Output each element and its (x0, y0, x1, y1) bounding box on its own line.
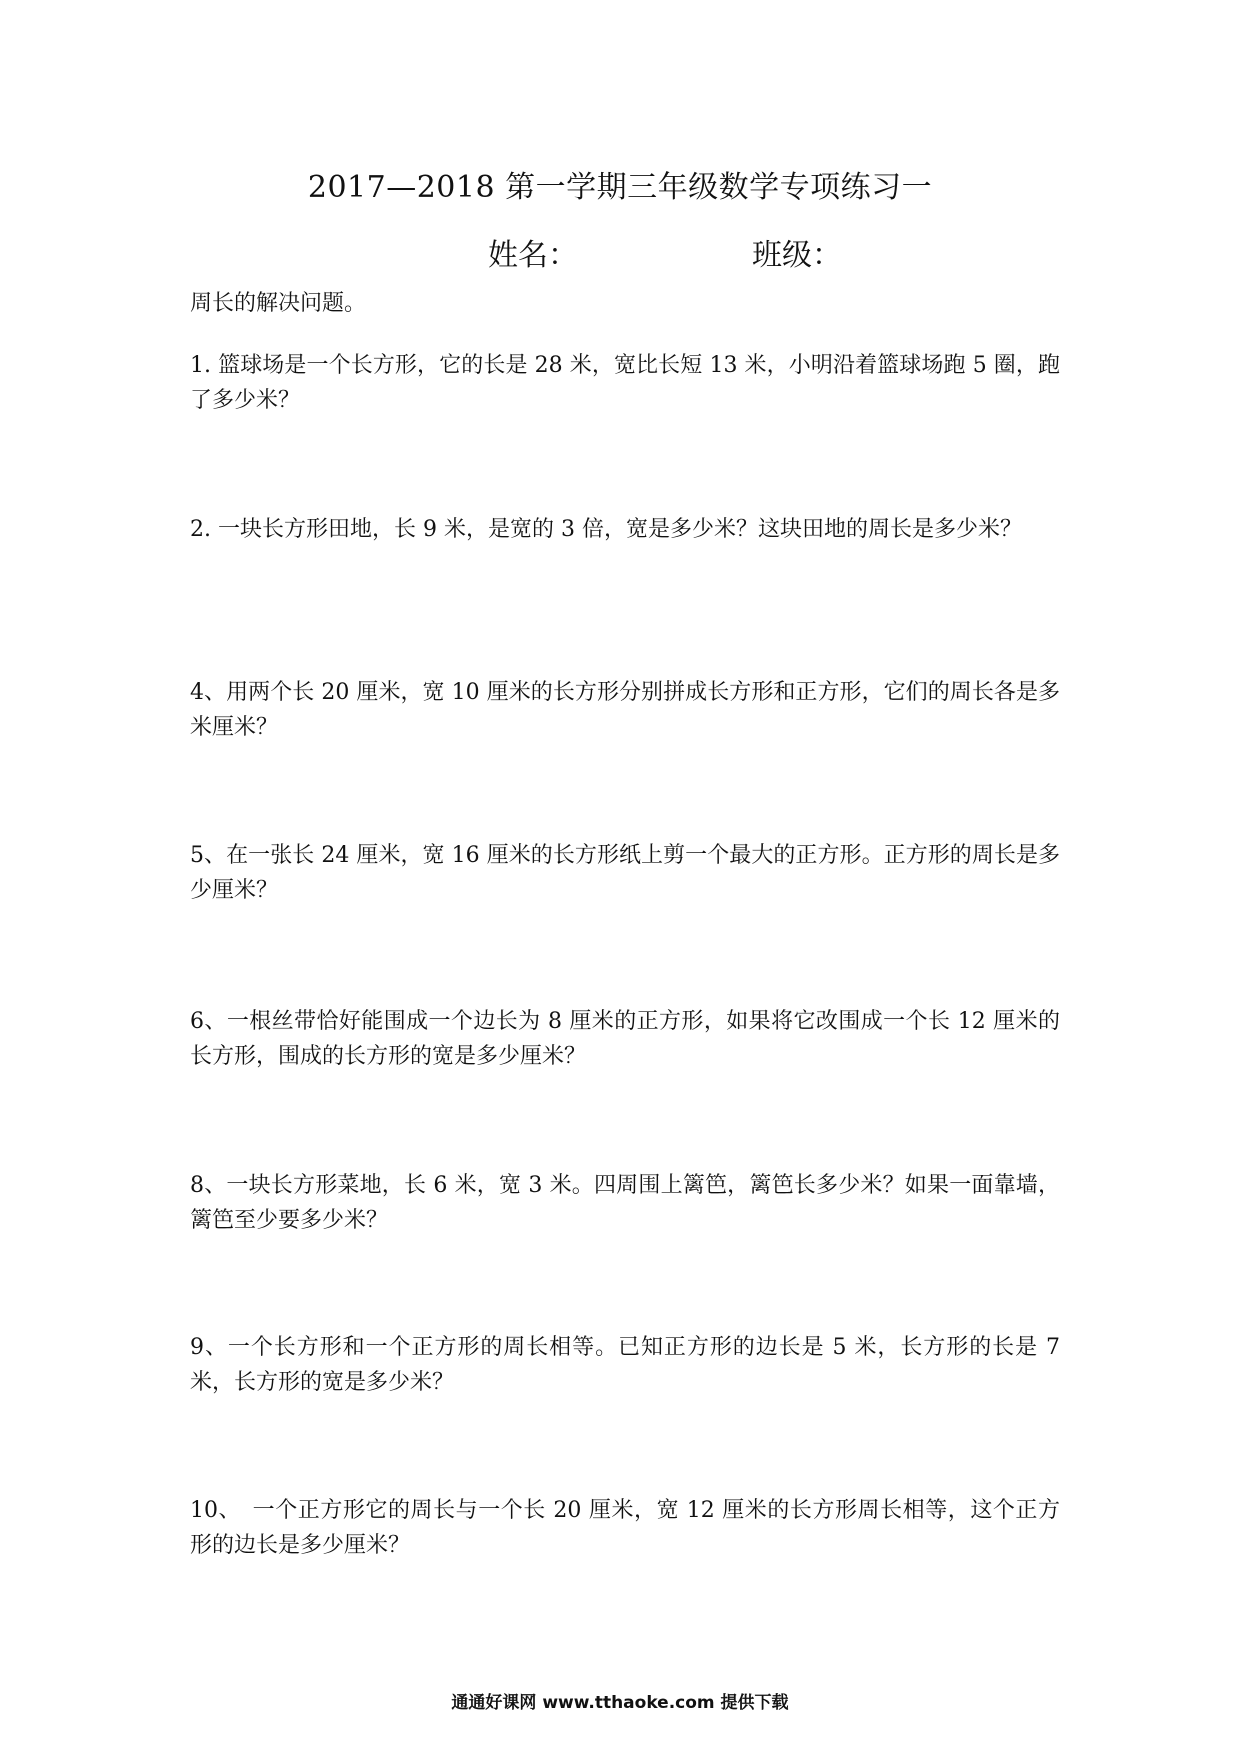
question-5: 5、在一张长 24 厘米，宽 16 厘米的长方形纸上剪一个最大的正方形。正方形的周长是多少厘米？ (190, 843, 1060, 903)
question-10: 10、 一个正方形它的周长与一个长 20 厘米，宽 12 厘米的长方形周长相等，这个正方形的边长是多少厘米？ (190, 1498, 1060, 1558)
page-title: 2017—2018 第一学期三年级数学专项练习一 (307, 170, 933, 205)
question-6: 6、一根丝带恰好能围成一个边长为 8 厘米的正方形，如果将它改围成一个长 12 厘米的长方形，围成的长方形的宽是多少厘米？ (190, 1009, 1060, 1069)
footer-source-note: 通通好课网 www.tthaoke.com 提供下载 (451, 1693, 789, 1713)
question-2: 2. 一块长方形田地，长 9 米，是宽的 3 倍，宽是多少米？这块田地的周长是多少米？ (190, 517, 1022, 542)
name-field-label: 姓名： (488, 238, 578, 273)
question-1: 1. 篮球场是一个长方形，它的长是 28 米，宽比长短 13 米，小明沿着篮球场跑 5 圈，跑了多少米？ (190, 353, 1060, 413)
question-8: 8、一块长方形菜地，长 6 米，宽 3 米。四周围上篱笆，篱笆长多少米？如果一面靠墙，篱笆至少要多少米？ (190, 1173, 1060, 1233)
section-heading: 周长的解决问题。 (190, 291, 367, 316)
class-field-label: 班级： (752, 238, 842, 273)
question-4: 4、用两个长 20 厘米，宽 10 厘米的长方形分别拼成长方形和正方形，它们的周长各是多米厘米？ (190, 680, 1060, 740)
question-9: 9、一个长方形和一个正方形的周长相等。已知正方形的边长是 5 米，长方形的长是 7 米，长方形的宽是多少米？ (190, 1335, 1060, 1395)
